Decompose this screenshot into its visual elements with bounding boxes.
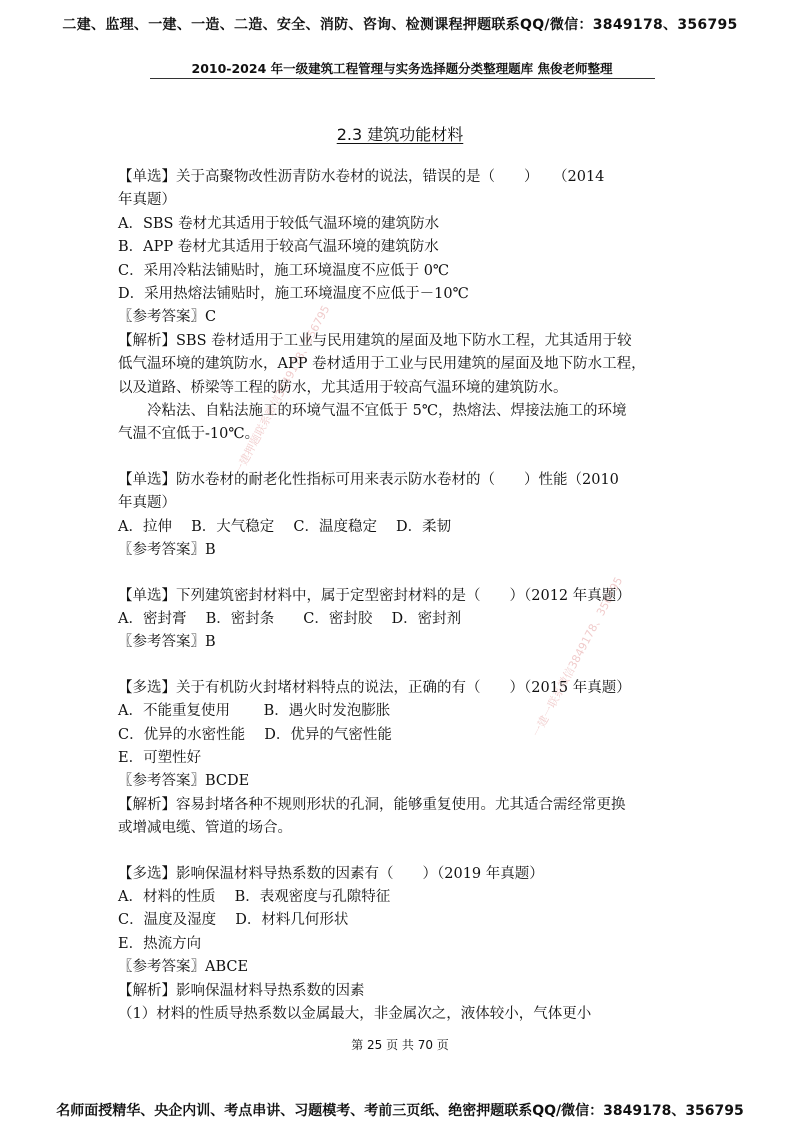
question-stem: 【单选】关于高聚物改性沥青防水卷材的说法，错误的是（ ） （2014 [118, 169, 605, 185]
analysis-text: 以及道路、桥梁等工程的防水，尤其适用于较高气温环境的建筑防水。 [118, 379, 568, 396]
analysis-text: 【解析】影响保温材料导热系数的因素 [118, 982, 365, 999]
question-stem-continued: 年真题） [118, 192, 176, 209]
options-line: C．温度及湿度 D．材料几何形状 [118, 912, 349, 929]
watermark: 一建一联系微信3849178、356795 [529, 574, 626, 740]
spacer [118, 563, 688, 585]
question-list [118, 166, 688, 1026]
spacer [118, 655, 688, 677]
analysis-text: （1）材料的性质导热系数以金属最大，非金属次之，液体较小，气体更小 [118, 1006, 592, 1022]
spacer [118, 841, 688, 863]
option-a: A．SBS 卷材尤其适用于较低气温环境的建筑防水 [118, 215, 440, 232]
option-e: E．热流方向 [118, 935, 202, 952]
option-e: E．可塑性好 [118, 749, 202, 766]
analysis-text: 【解析】容易封堵各种不规则形状的孔洞，能够重复使用。尤其适合需经常更换 [118, 796, 626, 813]
question-stem-continued: 年真题） [118, 495, 176, 512]
running-header: 2010-2024 年一级建筑工程管理与实务选择题分类整理题库 焦俊老师整理 [191, 61, 613, 76]
options-line: A．不能重复使用 B．遇火时发泡膨胀 [118, 703, 391, 720]
options-line: C．优异的水密性能 D．优异的气密性能 [118, 726, 392, 743]
question-stem: 【单选】防水卷材的耐老化性指标可用来表示防水卷材的（ ）性能（2010 [118, 471, 619, 488]
spacer [118, 447, 688, 469]
analysis-text: 冷粘法、自粘法施工的环境气温不宜低于 5℃，热熔法、焊接法施工的环境 [147, 403, 627, 420]
header-divider [150, 78, 655, 79]
reference-answer: 〖参考答案〗BCDE [118, 773, 250, 790]
watermark: 一建押题联系微信3849178、356795 [231, 303, 333, 478]
question-stem: 【多选】影响保温材料导热系数的因素有（ ）（2019 年真题） [118, 865, 544, 882]
option-d: D．采用热熔法铺贴时，施工环境温度不应低于－10℃ [118, 286, 469, 303]
reference-answer: 〖参考答案〗ABCE [118, 959, 249, 976]
page-number: 第 25 页 共 70 页 [351, 1038, 449, 1052]
question-stem: 【多选】关于有机防火封堵材料特点的说法，正确的有（ ）（2015 年真题） [118, 679, 631, 696]
options-line: A．拉伸 B．大气稳定 C．温度稳定 D．柔韧 [118, 518, 452, 535]
reference-answer: 〖参考答案〗B [118, 542, 216, 559]
bottom-banner: 名师面授精华、央企内训、考点串讲、习题模考、考前三页纸、绝密押题联系QQ/微信：3849178、356795 [56, 1103, 744, 1119]
analysis-text: 低气温环境的建筑防水，APP 卷材适用于工业与民用建筑的屋面及地下防水工程， [118, 356, 646, 373]
options-line: A．密封膏 B．密封条 C．密封胶 D．密封剂 [118, 610, 462, 627]
analysis-text: 气温不宜低于-10℃。 [118, 426, 260, 443]
analysis-text: 或增减电缆、管道的场合。 [118, 820, 292, 837]
option-b: B．APP 卷材尤其适用于较高气温环境的建筑防水 [118, 239, 439, 256]
analysis-text: 【解析】SBS 卷材适用于工业与民用建筑的屋面及地下防水工程，尤其适用于较 [118, 332, 632, 349]
reference-answer: 〖参考答案〗B [118, 634, 216, 651]
option-c: C．采用冷粘法铺贴时，施工环境温度不应低于 0℃ [118, 262, 450, 279]
top-banner: 二建、监理、一建、一造、二造、安全、消防、咨询、检测课程押题联系QQ/微信：3849178、356795 [62, 17, 738, 33]
question-stem: 【单选】下列建筑密封材料中，属于定型密封材料的是（ ）（2012 年真题） [118, 587, 631, 604]
section-title: 2.3 建筑功能材料 [336, 125, 464, 144]
reference-answer: 〖参考答案〗C [118, 309, 217, 326]
options-line: A．材料的性质 B．表观密度与孔隙特征 [118, 888, 391, 905]
